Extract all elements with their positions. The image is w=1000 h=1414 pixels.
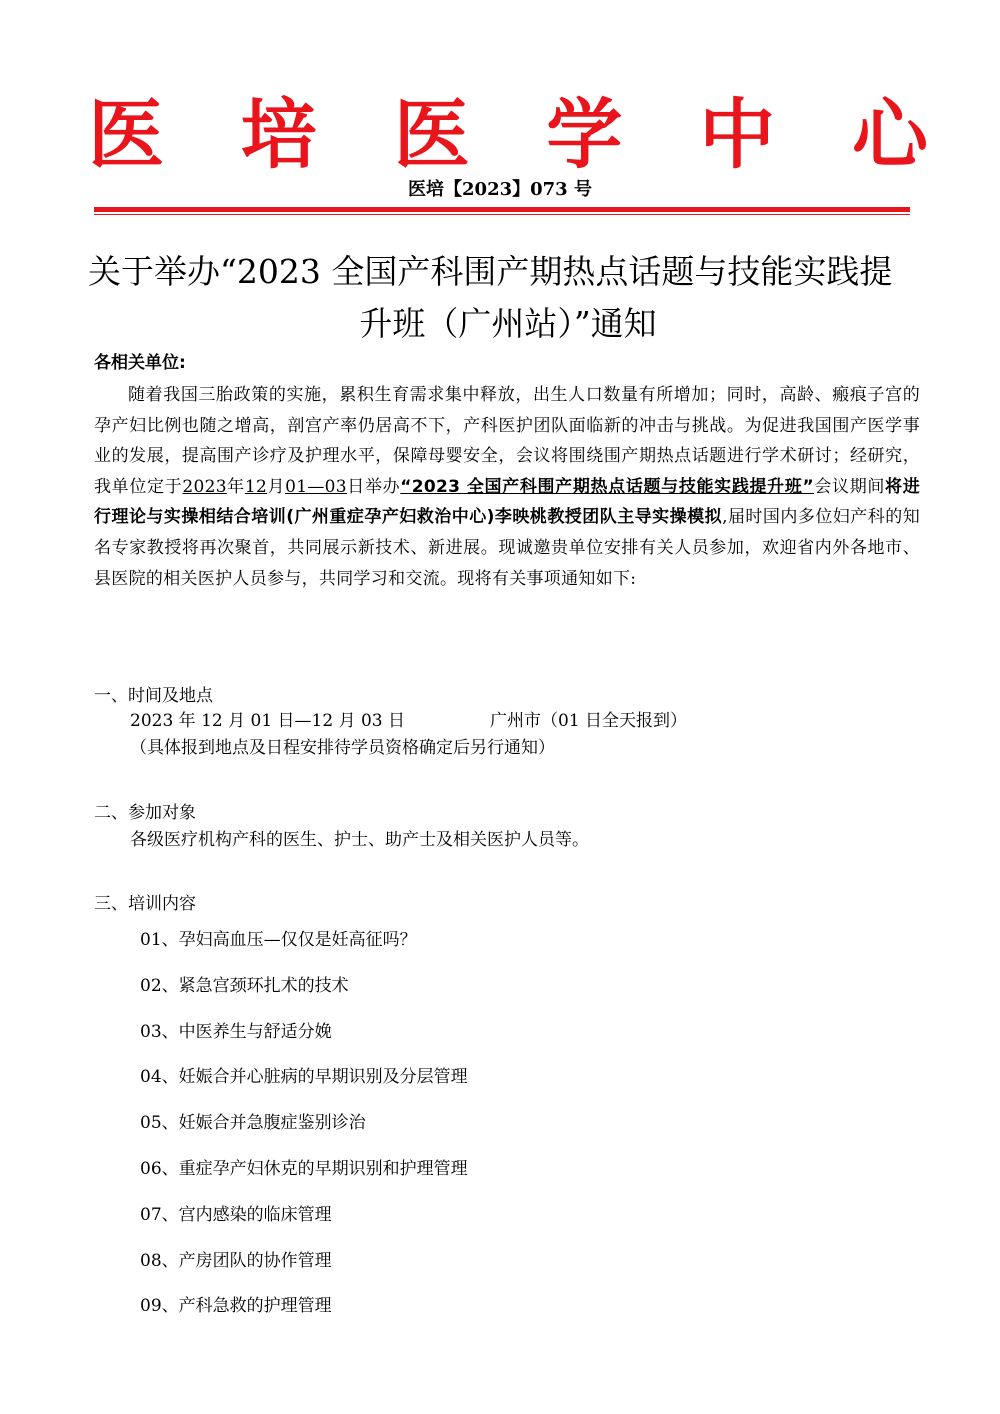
event-dates: 2023 年 12 月 01 日—12 月 03 日 [130,711,406,731]
list-item: 04、妊娠合并心脏病的早期识别及分层管理 [140,1067,468,1088]
list-item: 01、孕妇高血压—仅仅是妊高征吗？ [140,930,417,950]
schedule-note: （具体报到地点及日程安排待学员资格确定后另行通知） [130,738,555,758]
addressee: 各相关单位: [94,353,186,373]
letterhead-char: 培 [240,90,317,179]
body-text: 月 [267,476,286,497]
event-place: 广州市（01 日全天报到） [490,711,688,731]
letterhead-char: 中 [699,90,776,179]
section-heading-time-place: 一、时间及地点 [94,686,213,706]
letterhead-char: 学 [546,90,623,179]
list-item: 05、妊娠合并急腹症鉴别诊治 [140,1113,366,1134]
body-paragraph [94,380,920,594]
body-text: ,届时国内多位妇产科的知名专家教授将再次聚首，共同展示新技术、新进展。现诚邀贵单位安排有关人员参加，欢迎省内外各地市、县医院的相关医护人员参与，共同学习和交流。现将有关事项通知如下: [94,507,920,589]
body-text: 日举办 [346,476,401,497]
event-month: 12 [244,476,268,497]
notice-title [88,246,928,350]
training-highlight: 将进行理论与实操相结合培训(广州重症孕产妇救治中心)李映桃教授团队主导实操模拟 [94,476,921,528]
notice-title-line-2: 升班（广州站）”通知 [359,304,657,343]
list-item: 02、紧急宫颈环扎术的技术 [140,975,349,996]
participants-text: 各级医疗机构产科的医生、护士、助产士及相关医护人员等。 [130,830,589,850]
training-content-list [140,928,468,1340]
list-item: 03、中医养生与舒适分娩 [140,1021,332,1042]
body-text: 年 [226,476,245,497]
letterhead-char: 医 [393,90,470,179]
list-item: 07、宫内感染的临床管理 [140,1204,332,1225]
document-number: 医培【2023】073 号 [408,179,592,200]
list-item: 09、产科急救的护理管理 [140,1296,332,1317]
list-item: 08、产房团队的协作管理 [140,1250,332,1271]
letterhead-char: 医 [88,90,164,179]
section-heading-participants: 二、参加对象 [94,803,196,823]
section-heading-content: 三、培训内容 [94,894,196,914]
header-divider-thick [94,207,910,212]
header-divider-thin [94,214,910,215]
notice-title-line-1: 关于举办“2023 全国产科围产期热点话题与技能实践提 [88,252,893,291]
body-text: 随着我国三胎政策的实施，累积生育需求集中释放，出生人口数量有所增加；同时，高龄、瘢痕子宫的孕产妇比例也随之增高，剖宫产率仍居高不下，产科医护团队面临新的冲击与挑战。为促进我国围产医学事业的发展，提高围产诊疗及护理水平，保障母婴安全，会议将围绕围产期热点话题进行学术研讨；经研究，我单位定于 [94,385,920,497]
body-text: 会议期间 [814,476,886,497]
event-name: “2023 全国产科围产期热点话题与技能实践提升班” [400,476,814,497]
event-days: 01—03 [285,476,347,497]
letterhead-char: 心 [851,90,928,179]
event-year: 2023 [182,476,227,497]
list-item: 06、重症孕产妇休克的早期识别和护理管理 [140,1158,468,1179]
org-letterhead [88,92,928,178]
